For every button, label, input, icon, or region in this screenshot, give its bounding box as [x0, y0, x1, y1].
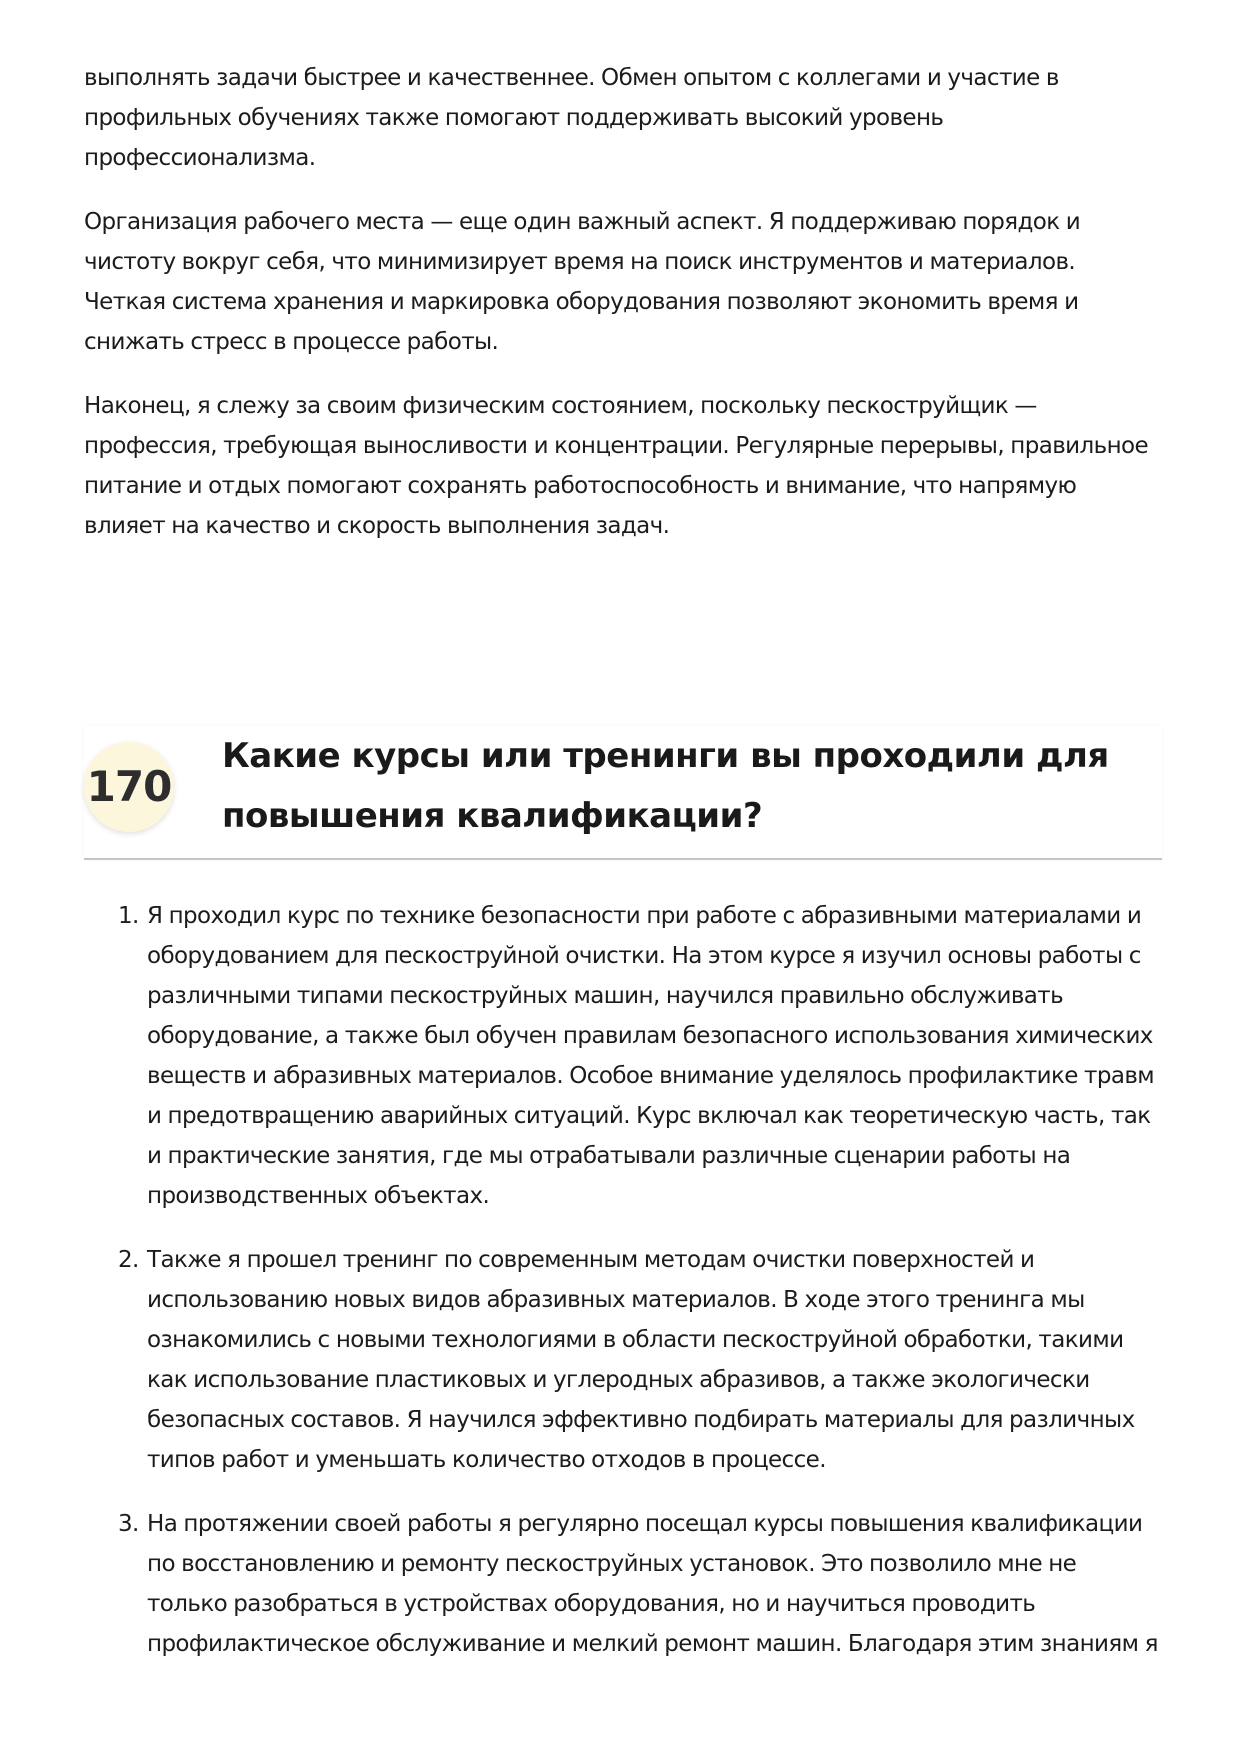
- intro-text: [84, 58, 1162, 570]
- question-title: Какие курсы или тренинги вы проходили для повышения квалификации?: [222, 736, 1109, 836]
- question-number-badge: 170: [84, 742, 174, 832]
- list-item: [84, 1240, 1162, 1480]
- paragraph: выполнять задачи быстрее и качественнее. Обмен опытом с коллегами и участие в профильных обучениях также помогают поддерживать высокий уровень профессионализма.: [84, 65, 1059, 171]
- list-item-number: 3.: [118, 1511, 139, 1537]
- list-item-text: Также я прошел тренинг по современным методам очистки поверхностей и использованию новых видов абразивных материалов. В ходе этого тренинга мы ознакомились с новыми технологиями в области пескоструйной обработки, такими как использование пластиковых и углеродных абразивов, а также экологически безопасных составов. Я научился эффективно подбирать материалы для различных типов работ и уменьшать количество отходов в процессе.: [147, 1247, 1135, 1473]
- question-header: [84, 726, 1162, 860]
- list-item-number: 2.: [118, 1247, 139, 1273]
- list-item-number: 1.: [118, 903, 139, 929]
- list-item-text: На протяжении своей работы я регулярно посещал курсы повышения квалификации по восстановлению и ремонту пескоструйных установок. Это позволило мне не только разобраться в устройствах оборудования, но и научиться проводить профилактическое обслуживание и мелкий ремонт машин. Благодаря этим знаниям я: [147, 1511, 1158, 1657]
- list-item-text: Я проходил курс по технике безопасности при работе с абразивными материалами и оборудованием для пескоструйной очистки. На этом курсе я изучил основы работы с различными типами пескоструйных машин, научился правильно обслуживать оборудование, а также был обучен правилам безопасного использования химических веществ и абразивных материалов. Особое внимание уделялось профилактике травм и предотвращению аварийных ситуаций. Курс включал как теоретическую часть, так и практические занятия, где мы отрабатывали различные сценарии работы на производственных объектах.: [147, 903, 1155, 1209]
- list-item: [84, 896, 1162, 1216]
- list-item: [84, 1504, 1162, 1664]
- paragraph: Организация рабочего места — еще один важный аспект. Я поддерживаю порядок и чистоту вокруг себя, что минимизирует время на поиск инструментов и материалов. Четкая система хранения и маркировка оборудования позволяют экономить время и снижать стресс в процессе работы.: [84, 209, 1081, 355]
- answer-list: [84, 896, 1162, 1688]
- paragraph: Наконец, я слежу за своим физическим состоянием, поскольку пескоструйщик — профессия, требующая выносливости и концентрации. Регулярные перерывы, правильное питание и отдых помогают сохранять работоспособность и внимание, что напрямую влияет на качество и скорость выполнения задач.: [84, 393, 1149, 539]
